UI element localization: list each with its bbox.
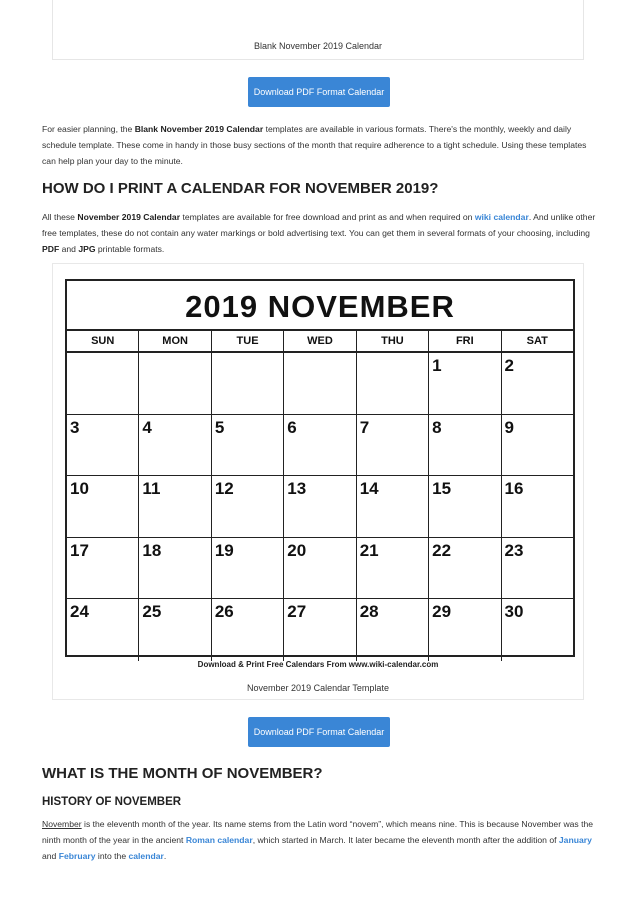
week-row	[67, 476, 573, 538]
print-paragraph	[42, 209, 597, 257]
heading-what-is-november: WHAT IS THE MONTH OF NOVEMBER?	[42, 765, 323, 782]
day-cell: 25	[139, 599, 211, 661]
top-figure-caption: Blank November 2019 Calendar	[253, 41, 383, 51]
calendar-title: 2019 NOVEMBER	[67, 281, 573, 331]
weekday-thu: THU	[357, 331, 429, 351]
calendar-footer-credit: Download & Print Free Calendars From www.wiki-calendar.com	[197, 660, 439, 669]
day-cell: 30	[504, 602, 524, 621]
weekday-header	[67, 331, 573, 353]
day-cell: 20	[284, 538, 356, 599]
day-cell: 3	[67, 415, 139, 476]
calendar-link[interactable]: calendar	[128, 851, 164, 861]
day-cell: 9	[504, 417, 514, 437]
week-row	[67, 599, 573, 661]
day-cell: 26	[212, 599, 284, 661]
text: templates are available for free download and print as and when required on	[180, 212, 475, 222]
day-cell: 23	[504, 540, 524, 560]
day-cell: 27	[284, 599, 356, 661]
roman-calendar-link[interactable]: Roman calendar	[185, 835, 253, 845]
text: into the	[95, 851, 129, 861]
download-pdf-button[interactable]: Download PDF Format Calendar	[248, 77, 390, 107]
text: printable formats.	[95, 244, 165, 254]
january-link[interactable]: January	[558, 835, 592, 845]
text: and	[59, 244, 79, 254]
day-cell: 18	[139, 538, 211, 599]
week-row	[67, 538, 573, 600]
text: , which started in March. It later became the eleventh month after the addition of	[252, 835, 559, 845]
weekday-sun: SUN	[67, 331, 139, 351]
top-figure	[52, 0, 584, 60]
weekday-tue: TUE	[212, 331, 284, 351]
calendar-image	[65, 279, 575, 657]
weekday-mon: MON	[139, 331, 211, 351]
bold-text: November 2019 Calendar	[77, 212, 181, 222]
day-cell: 16	[504, 479, 524, 498]
download-pdf-button[interactable]: Download PDF Format Calendar	[248, 717, 390, 747]
day-cell	[357, 353, 429, 414]
wiki-calendar-link[interactable]: wiki calendar	[474, 212, 529, 222]
day-cell: 4	[139, 415, 211, 476]
day-cell: 28	[357, 599, 429, 661]
text: . And unlike other free templates, these do not contain any water markings or bold advertising text. You can get them in several formats of your choosing, including	[42, 212, 596, 238]
day-cell: 19	[212, 538, 284, 599]
week-row	[67, 415, 573, 477]
bold-text: JPG	[78, 244, 96, 254]
day-cell: 29	[429, 599, 501, 661]
heading-history: HISTORY OF NOVEMBER	[42, 796, 182, 808]
day-cell: 11	[139, 476, 211, 537]
day-cell: 10	[67, 476, 139, 537]
weekday-sat: SAT	[526, 335, 548, 347]
calendar-figure	[52, 263, 584, 700]
day-cell: 21	[357, 538, 429, 599]
day-cell: 5	[212, 415, 284, 476]
november-link[interactable]: November	[42, 819, 82, 829]
text: .	[163, 851, 167, 861]
heading-how-to-print: HOW DO I PRINT A CALENDAR FOR NOVEMBER 2019?	[42, 180, 439, 197]
day-cell	[67, 353, 139, 414]
text: For easier planning, the	[42, 124, 135, 134]
weekday-fri: FRI	[429, 331, 501, 351]
day-cell	[284, 353, 356, 414]
day-cell: 12	[212, 476, 284, 537]
day-cell: 6	[284, 415, 356, 476]
intro-paragraph	[42, 121, 597, 169]
text: All these	[42, 212, 78, 222]
day-cell: 8	[429, 415, 501, 476]
day-cell: 24	[67, 599, 139, 661]
history-paragraph	[42, 816, 597, 864]
day-cell	[212, 353, 284, 414]
day-cell: 14	[357, 476, 429, 537]
text: and	[42, 851, 59, 861]
day-cell	[139, 353, 211, 414]
day-cell: 15	[429, 476, 501, 537]
bold-text: PDF	[42, 244, 60, 254]
day-cell: 7	[357, 415, 429, 476]
bold-text: Blank November 2019 Calendar	[134, 124, 264, 134]
text: is the eleventh month of the year. Its name stems from the Latin word “novem”, which means nine. This is because November was the ninth month of the year in the ancient	[42, 819, 594, 845]
week-row	[67, 353, 573, 415]
weekday-wed: WED	[284, 331, 356, 351]
cropped-image-remnant	[53, 18, 583, 23]
text: templates are available in various formats. There's the monthly, weekly and daily schedule template. These come in handy in those busy sections of the month that require adherence to a tight schedule. Using these templates can help plan your day to the minute.	[42, 124, 587, 166]
february-link[interactable]: February	[58, 851, 96, 861]
day-cell: 2	[504, 356, 514, 375]
day-cell: 17	[67, 538, 139, 599]
calendar-caption: November 2019 Calendar Template	[247, 683, 389, 693]
day-cell: 13	[284, 476, 356, 537]
day-cell: 22	[429, 538, 501, 599]
day-cell: 1	[429, 353, 501, 414]
